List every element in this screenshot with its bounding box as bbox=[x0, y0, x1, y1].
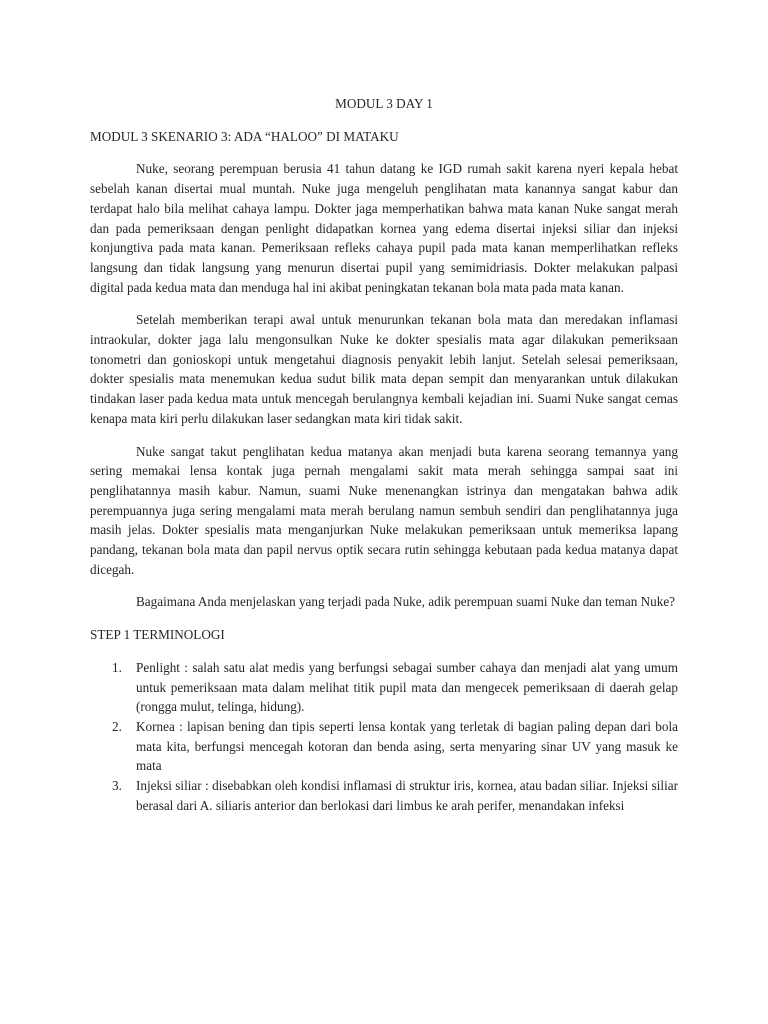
list-item-text: Kornea : lapisan bening dan tipis seperti lensa kontak yang terletak di bagian paling depan dari bola mata kita, berfungsi mencegah kotoran dan benda asing, serta menyaring sinar UV yang masuk ke mata bbox=[136, 718, 678, 774]
list-item-number: 2. bbox=[112, 718, 122, 734]
document-page bbox=[90, 94, 678, 816]
terminology-list bbox=[90, 658, 678, 816]
list-item-number: 1. bbox=[112, 659, 122, 675]
list-item bbox=[90, 658, 678, 717]
list-item bbox=[90, 776, 678, 815]
step-heading: STEP 1 TERMINOLOGI bbox=[90, 627, 225, 643]
paragraph-2: Setelah memberikan terapi awal untuk menurunkan tekanan bola mata dan meredakan inflamasi intraokular, dokter jaga lalu mengonsulkan Nuke ke dokter spesialis mata agar dilakukan pemeriksaan tonometri dan gonioskopi untuk mengetahui diagnosis penyakit lebih lanjut. Setelah selesai pemeriksaan, dokter spesialis mata menemukan kedua sudut bilik mata depan sempit dan menyarankan untuk dilakukan tindakan laser pada kedua mata untuk mencegah berulangnya kembali kejadian ini. Suami Nuke sangat cemas kenapa mata kiri perlu dilakukan laser sedangkan mata kiri tidak sakit. bbox=[90, 312, 678, 426]
document-title: MODUL 3 DAY 1 bbox=[335, 96, 433, 111]
paragraph-1: Nuke, seorang perempuan berusia 41 tahun datang ke IGD rumah sakit karena nyeri kepala hebat sebelah kanan disertai mual muntah. Nuke juga mengeluh penglihatan mata kanannya sangat kabur dan terdapat halo bila melihat cahaya lampu. Dokter jaga memperhatikan bahwa mata kanan Nuke sangat merah dan pada pemeriksaan dengan penlight didapatkan kornea yang edema disertai injeksi siliar dan injeksi konjungtiva pada mata kanan. Pemeriksaan refleks cahaya pupil pada mata kanan memperlihatkan refleks langsung dan tidak langsung yang menurun disertai pupil yang semimidriasis. Dokter melakukan palpasi digital pada kedua mata dan menduga hal ini akibat peningkatan tekanan bola mata pada mata kanan. bbox=[90, 161, 678, 295]
list-item bbox=[90, 717, 678, 776]
list-item-number: 3. bbox=[112, 778, 122, 794]
scenario-title: MODUL 3 SKENARIO 3: ADA “HALOO” DI MATAKU bbox=[90, 128, 399, 144]
question-paragraph: Bagaimana Anda menjelaskan yang terjadi pada Nuke, adik perempuan suami Nuke dan teman Nuke? bbox=[136, 594, 676, 610]
paragraph-3: Nuke sangat takut penglihatan kedua matanya akan menjadi buta karena seorang temannya yang sering memakai lensa kontak juga pernah mengalami sakit mata merah sehingga sampai saat ini penglihatannya masih kabur. Namun, suami Nuke menenangkan istrinya dan mengatakan bahwa adik perempuannya juga sering mengalami mata merah berulang namun sembuh sendiri dan penglihatannya juga masih jelas. Dokter spesialis mata menganjurkan Nuke melakukan pemeriksaan untuk memeriksa lapang pandang, tekanan bola mata dan papil nervus optik secara rutin sehingga kebutaan pada kedua matanya dapat dicegah. bbox=[90, 443, 678, 577]
list-item-text: Penlight : salah satu alat medis yang berfungsi sebagai sumber cahaya dan menjadi alat yang umum untuk pemeriksaan mata dalam melihat titik pupil mata dan mengecek pemeriksaan di daerah gelap (rongga mulut, telinga, hidung). bbox=[136, 659, 678, 715]
list-item-text: Injeksi siliar : disebabkan oleh kondisi inflamasi di struktur iris, kornea, atau badan siliar. Injeksi siliar berasal dari A. siliaris anterior dan berlokasi dari limbus ke arah perifer, menandakan infeksi bbox=[136, 778, 678, 813]
